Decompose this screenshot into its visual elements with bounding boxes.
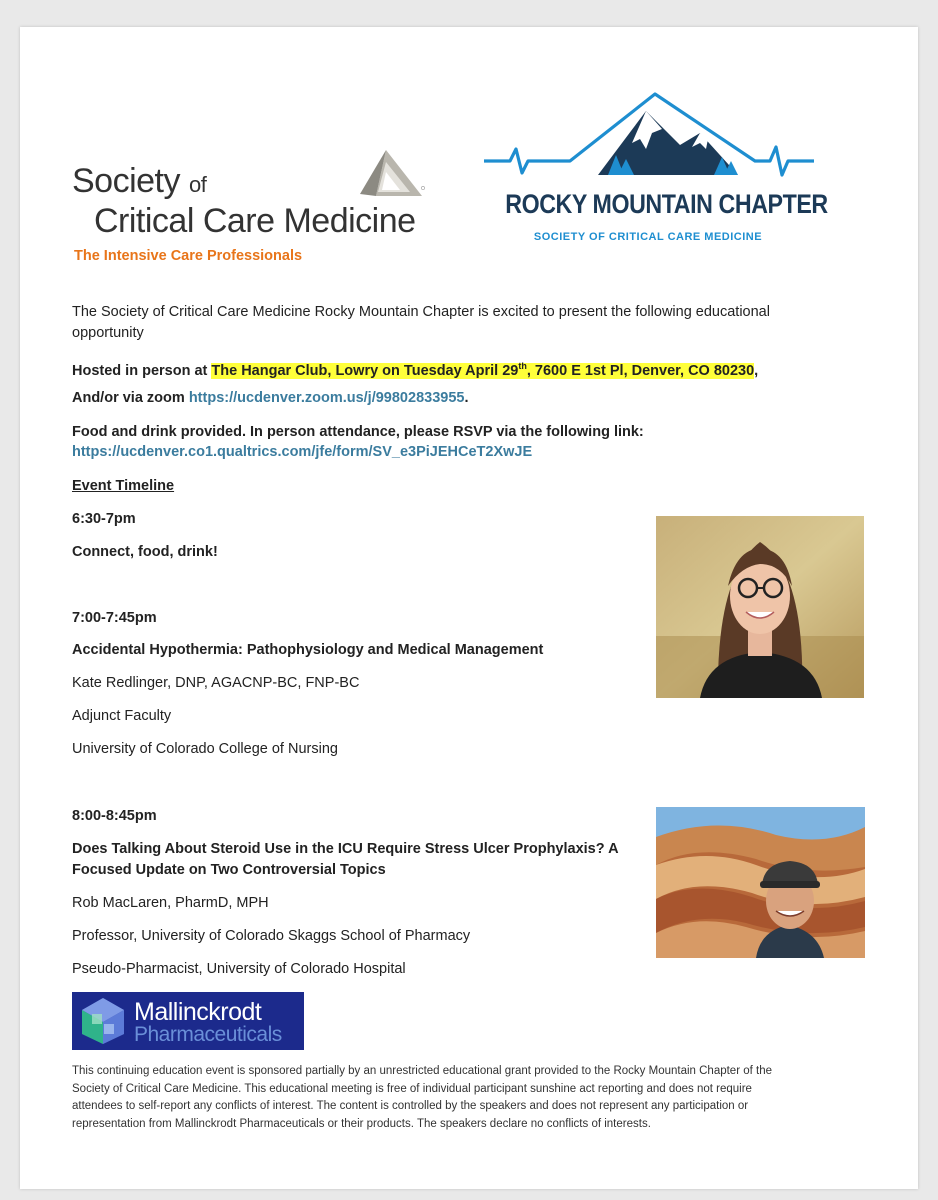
slot2-speaker: Kate Redlinger, DNP, AGACNP-BC, FNP-BC bbox=[72, 675, 360, 691]
intro-line1: The Society of Critical Care Medicine Rocky Mountain Chapter is excited to present the following educational bbox=[72, 304, 770, 320]
sccm-logo-line2: Critical Care Medicine bbox=[94, 202, 416, 240]
speaker2-photo bbox=[656, 807, 865, 958]
slot3-title-line2: Focused Update on Two Controversial Topics bbox=[72, 862, 386, 878]
sccm-logo-line1: Society of bbox=[72, 162, 207, 200]
mountain-heartbeat-icon bbox=[480, 89, 820, 189]
mallinckrodt-cube-icon bbox=[78, 996, 128, 1046]
disclaimer-line2: Society of Critical Care Medicine. This educational meeting is free of individual participant sunshine act reporting and does not require bbox=[72, 1082, 752, 1095]
sccm-tagline: The Intensive Care Professionals bbox=[74, 248, 303, 264]
speaker1-photo bbox=[656, 516, 864, 698]
flyer-page bbox=[20, 27, 918, 1189]
slot2-role2: University of Colorado College of Nursing bbox=[72, 741, 338, 757]
sccm-triangle-icon bbox=[356, 148, 426, 200]
sponsor-subname: Pharmaceuticals bbox=[134, 1023, 282, 1046]
timeline-heading: Event Timeline bbox=[72, 478, 175, 494]
rsvp-link[interactable]: https://ucdenver.co1.qualtrics.com/jfe/form/SV_e3PiJEHCeT2XwJE bbox=[72, 444, 533, 460]
zoom-link[interactable]: https://ucdenver.zoom.us/j/99802833955 bbox=[188, 390, 465, 406]
slot3-title-line1: Does Talking About Steroid Use in the ICU Require Stress Ulcer Prophylaxis? A bbox=[72, 841, 619, 857]
slot1-title: Connect, food, drink! bbox=[72, 544, 218, 560]
intro-line2: opportunity bbox=[72, 325, 144, 341]
rmc-logo-subtitle: SOCIETY OF CRITICAL CARE MEDICINE bbox=[533, 231, 763, 243]
hosted-venue: The Hangar Club, Lowry on Tuesday April 29th, 7600 E 1st Pl, Denver, CO 80230 bbox=[211, 361, 755, 379]
slot1-time: 6:30-7pm bbox=[72, 511, 136, 527]
rmc-logo-title: ROCKY MOUNTAIN CHAPTER bbox=[505, 189, 828, 219]
disclaimer-line1: This continuing education event is sponsored partially by an unrestricted educational grant provided to the Rocky Mountain Chapter of the bbox=[72, 1065, 773, 1077]
disclaimer-line3: attendees to self-report any conflicts of interest. The content is controlled by the speakers and does not represent any participation or bbox=[72, 1100, 749, 1112]
hosted-line: Hosted in person at The Hangar Club, Lowry on Tuesday April 29th, 7600 E 1st Pl, Denver, CO 80230, bbox=[72, 361, 759, 379]
rsvp-text: Food and drink provided. In person attendance, please RSVP via the following link: bbox=[72, 424, 644, 440]
disclaimer-line4: representation from Mallinckrodt Pharmaceuticals or their products. The speakers declare no conflicts of interests. bbox=[72, 1117, 651, 1130]
slot3-time: 8:00-8:45pm bbox=[72, 808, 157, 824]
zoom-line: And/or via zoom https://ucdenver.zoom.us/j/99802833955. bbox=[72, 390, 469, 406]
mallinckrodt-logo bbox=[72, 992, 304, 1050]
slot3-speaker: Rob MacLaren, PharmD, MPH bbox=[72, 895, 269, 911]
slot2-role1: Adjunct Faculty bbox=[72, 708, 172, 724]
sponsor-name: Mallinckrodt bbox=[134, 998, 262, 1026]
slot2-time: 7:00-7:45pm bbox=[72, 610, 157, 626]
slot3-role2: Pseudo-Pharmacist, University of Colorado Hospital bbox=[72, 961, 406, 977]
disclaimer bbox=[72, 1063, 872, 1133]
rocky-mountain-chapter-logo bbox=[480, 89, 828, 259]
slot2-title: Accidental Hypothermia: Pathophysiology and Medical Management bbox=[72, 642, 544, 658]
sccm-logo bbox=[72, 162, 432, 282]
slot3-role1: Professor, University of Colorado Skaggs School of Pharmacy bbox=[72, 928, 471, 944]
hosted-prefix: Hosted in person at bbox=[72, 362, 212, 379]
